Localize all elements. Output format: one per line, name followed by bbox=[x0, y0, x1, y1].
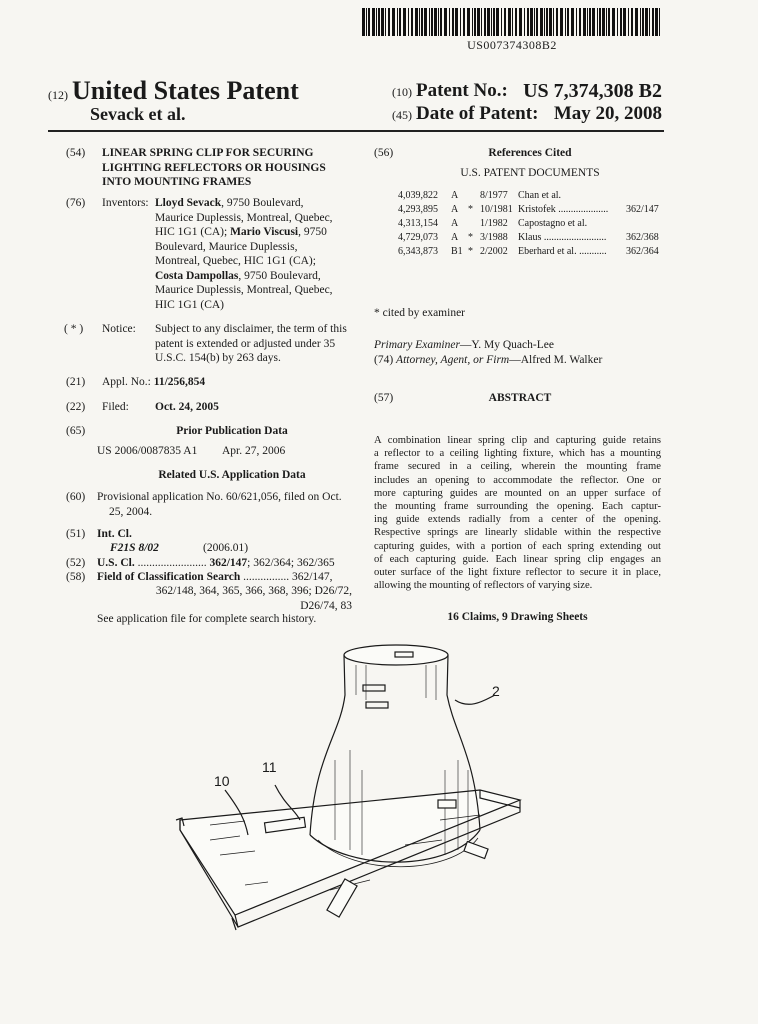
barcode-bar bbox=[399, 8, 401, 36]
reference-cls: 362/147 bbox=[626, 204, 659, 215]
barcode-bar bbox=[544, 8, 545, 36]
barcode-bar bbox=[444, 8, 447, 36]
reference-kind: A bbox=[451, 218, 459, 229]
uscl-row: U.S. Cl. ........................ 362/147; 362/364; 362/365 bbox=[97, 557, 335, 569]
filed-label: Filed: bbox=[102, 401, 129, 413]
attorney-row: (74) Attorney, Agent, or Firm—Alfred M. Walker bbox=[374, 354, 603, 366]
intcl-class: F21S 8/02 bbox=[110, 542, 159, 554]
barcode-bar bbox=[635, 8, 638, 36]
abstract-heading: ABSTRACT bbox=[488, 392, 552, 404]
inventor-line: Boulevard, Maurice Duplessis, bbox=[155, 240, 298, 253]
reference-num: 4,039,822 bbox=[398, 190, 438, 201]
prior-publication: US 2006/0087835 A1 bbox=[97, 445, 198, 457]
barcode-bar bbox=[567, 8, 569, 36]
examiner-row: Primary Examiner—Y. My Quach-Lee bbox=[374, 339, 554, 351]
reference-star: * bbox=[468, 232, 473, 243]
barcode-bar bbox=[388, 8, 390, 36]
barcode-bar bbox=[631, 8, 633, 36]
barcode-bar bbox=[519, 8, 522, 36]
barcode-bar bbox=[530, 8, 533, 36]
barcode-bar bbox=[362, 8, 365, 36]
inventor-line: Costa Dampollas, 9750 Boulevard, bbox=[155, 269, 321, 282]
barcode-bar bbox=[560, 8, 563, 36]
leader-line-2 bbox=[455, 695, 495, 704]
barcode-bar bbox=[392, 8, 395, 36]
reference-name: Kristofek .................... bbox=[518, 204, 609, 215]
barcode-bar bbox=[527, 8, 529, 36]
barcode-bar bbox=[606, 8, 607, 36]
barcode-bar bbox=[381, 8, 384, 36]
reference-row bbox=[376, 218, 676, 232]
barcode-bar bbox=[431, 8, 433, 36]
abstract-line: outer surface of the light fixture reflector to secure it in place, bbox=[374, 567, 661, 579]
barcode-bar bbox=[612, 8, 615, 36]
barcode-bar bbox=[368, 8, 370, 36]
barcode-bar bbox=[491, 8, 492, 36]
uscl-code: (52) bbox=[66, 557, 86, 569]
barcode-bar bbox=[602, 8, 605, 36]
intcl-code: (51) bbox=[66, 528, 86, 540]
barcode-bar bbox=[597, 8, 598, 36]
date-row bbox=[392, 103, 662, 125]
barcode-bar bbox=[565, 8, 566, 36]
barcode-bar bbox=[608, 8, 610, 36]
barcode-bar bbox=[411, 8, 413, 36]
filed-date: Oct. 24, 2005 bbox=[155, 401, 219, 413]
barcode-bar bbox=[496, 8, 499, 36]
barcode-bar bbox=[484, 8, 486, 36]
header-left bbox=[48, 76, 299, 106]
patent-number: US 7,374,308 B2 bbox=[523, 80, 662, 102]
barcode-bar bbox=[553, 8, 554, 36]
barcode-bar bbox=[515, 8, 517, 36]
barcode-bar bbox=[649, 8, 650, 36]
reference-row bbox=[376, 204, 676, 218]
patent-drawing bbox=[150, 640, 630, 960]
code-10: (10) bbox=[392, 85, 412, 99]
title-code: (54) bbox=[66, 147, 86, 159]
inventor-line: Montreal, Quebec, HIC 1G1 (CA); bbox=[155, 255, 316, 267]
barcode-bar bbox=[419, 8, 420, 36]
intcl-year: (2006.01) bbox=[203, 542, 249, 554]
appl-number: 11/256,854 bbox=[153, 376, 206, 388]
barcode-bar bbox=[408, 8, 409, 36]
reference-row bbox=[376, 232, 676, 246]
inventor-short: Sevack et al. bbox=[90, 104, 186, 124]
barcode-bar bbox=[589, 8, 591, 36]
reference-kind: A bbox=[451, 190, 459, 201]
barcode-bar bbox=[620, 8, 622, 36]
barcode-bar bbox=[655, 8, 658, 36]
barcode-bar bbox=[508, 8, 511, 36]
inventors-code: (76) bbox=[66, 197, 86, 209]
barcode-bar bbox=[504, 8, 506, 36]
barcode bbox=[362, 8, 662, 36]
inventors-list bbox=[155, 196, 355, 312]
barcode-bar bbox=[421, 8, 423, 36]
field-row: Field of Classification Search ................ 362/147, bbox=[97, 571, 333, 583]
reference-date: 1/1982 bbox=[480, 218, 508, 229]
reference-num: 6,343,873 bbox=[398, 246, 438, 257]
document-type: United States Patent bbox=[72, 76, 299, 105]
provisional-text: Provisional application No. 60/621,056, filed on Oct. 25, 2004. bbox=[97, 491, 342, 518]
abstract-code: (57) bbox=[374, 392, 394, 404]
barcode-bar bbox=[415, 8, 418, 36]
barcode-bar bbox=[385, 8, 386, 36]
reference-kind: A bbox=[451, 204, 459, 215]
inventor-line: HIC 1G1 (CA) bbox=[155, 298, 224, 311]
barcode-bar bbox=[642, 8, 644, 36]
title-line: INTO MOUNTING FRAMES bbox=[102, 176, 252, 188]
abstract-line: frame secured in a ceiling, wherein the mounting frame bbox=[374, 461, 661, 473]
abstract-line: capturing guides, with a portion of each spring extending out bbox=[374, 540, 661, 552]
barcode-bar bbox=[378, 8, 380, 36]
patent-no-label: Patent No.: bbox=[416, 80, 508, 101]
notice-text: Subject to any disclaimer, the term of this patent is extended or adjusted under 35 U.S.C. 154(b) by 263 days. bbox=[155, 323, 347, 364]
barcode-bar bbox=[463, 8, 465, 36]
inventor-line: Maurice Duplessis, Montreal, Quebec, bbox=[155, 211, 333, 224]
barcode-bar bbox=[440, 8, 442, 36]
barcode-bar bbox=[481, 8, 482, 36]
notice-label: Notice: bbox=[102, 323, 136, 335]
barcode-bar bbox=[640, 8, 641, 36]
prior-code: (65) bbox=[66, 425, 86, 437]
reference-kind: A bbox=[451, 232, 459, 243]
barcode-bar bbox=[576, 8, 577, 36]
barcode-bar bbox=[376, 8, 377, 36]
reference-num: 4,313,154 bbox=[398, 218, 438, 229]
refs-heading: References Cited bbox=[488, 147, 572, 159]
barcode-bar bbox=[652, 8, 654, 36]
abstract-line: includes an opening to accommodate the reflector. One or bbox=[374, 474, 661, 486]
barcode-bar bbox=[397, 8, 398, 36]
barcode-bar bbox=[434, 8, 437, 36]
reference-cls: 362/364 bbox=[626, 246, 659, 257]
barcode-bar bbox=[424, 8, 427, 36]
abstract-line: more capturing guides are mounted on an upper surface of bbox=[374, 487, 661, 499]
ref-label-2: 2 bbox=[492, 683, 500, 699]
barcode-bar bbox=[438, 8, 439, 36]
barcode-bar bbox=[659, 8, 660, 36]
references-list bbox=[376, 190, 676, 260]
barcode-bar bbox=[599, 8, 601, 36]
ref-label-11: 11 bbox=[262, 759, 277, 775]
barcode-bar bbox=[592, 8, 595, 36]
barcode-bar bbox=[366, 8, 367, 36]
barcode-bar bbox=[493, 8, 495, 36]
inventors-label: Inventors: bbox=[102, 197, 149, 209]
field-code: (58) bbox=[66, 571, 86, 583]
mounting-frame bbox=[176, 790, 520, 930]
abstract-line: a reflector to a ceiling lighting fixture, which has a mounting bbox=[374, 448, 661, 460]
title-line: LINEAR SPRING CLIP FOR SECURING bbox=[102, 147, 314, 159]
abstract-line: ing guide extends radially from a center of the opening. bbox=[374, 514, 661, 526]
barcode-bar bbox=[524, 8, 525, 36]
patent-date: May 20, 2008 bbox=[553, 103, 662, 124]
barcode-bar bbox=[467, 8, 470, 36]
barcode-bar bbox=[571, 8, 574, 36]
barcode-bar bbox=[403, 8, 406, 36]
appl-code: (21) bbox=[66, 376, 86, 388]
intcl-label: Int. Cl. bbox=[97, 528, 132, 540]
abstract-text bbox=[374, 434, 661, 592]
barcode-bar bbox=[512, 8, 513, 36]
barcode-bar bbox=[452, 8, 454, 36]
notice-code: ( * ) bbox=[64, 323, 84, 335]
reference-name: Capostagno et al. bbox=[518, 218, 588, 229]
barcode-bar bbox=[556, 8, 558, 36]
ref-label-10: 10 bbox=[214, 773, 230, 789]
header-rule bbox=[48, 130, 664, 132]
barcode-bar bbox=[534, 8, 535, 36]
reference-date: 2/2002 bbox=[480, 246, 508, 257]
reference-date: 3/1988 bbox=[480, 232, 508, 243]
code-12: (12) bbox=[48, 88, 68, 102]
field-continued: 362/148, 364, 365, 366, 368, 396; D26/72, D26/74, 83 bbox=[155, 585, 352, 612]
prov-code: (60) bbox=[66, 491, 86, 503]
barcode-bar bbox=[455, 8, 458, 36]
claims-summary: 16 Claims, 9 Drawing Sheets bbox=[447, 611, 588, 623]
reference-row bbox=[376, 246, 676, 260]
reference-name: Chan et al. bbox=[518, 190, 562, 201]
title-line: LIGHTING REFLECTORS OR HOUSINGS bbox=[102, 161, 326, 174]
barcode-bar bbox=[501, 8, 502, 36]
related-heading: Related U.S. Application Data bbox=[158, 469, 306, 481]
prior-date: Apr. 27, 2006 bbox=[222, 445, 286, 457]
barcode-bar bbox=[460, 8, 461, 36]
barcode-bar bbox=[372, 8, 375, 36]
abstract-line: of each capturing guide. Each linear spring clip engages an bbox=[374, 553, 661, 565]
barcode-bar bbox=[645, 8, 648, 36]
barcode-bar bbox=[623, 8, 626, 36]
abstract-line: A combination linear spring clip and capturing guide retains bbox=[374, 435, 661, 446]
barcode-bar bbox=[472, 8, 473, 36]
barcode-number: US007374308B2 bbox=[467, 38, 557, 52]
barcode-bar bbox=[617, 8, 618, 36]
barcode-bar bbox=[429, 8, 430, 36]
reference-num: 4,293,895 bbox=[398, 204, 438, 215]
abstract-line: allowing the mounting of reflectors of varying size. bbox=[374, 580, 593, 592]
reference-star: * bbox=[468, 246, 473, 257]
barcode-bar bbox=[549, 8, 552, 36]
title bbox=[102, 146, 352, 190]
refs-code: (56) bbox=[374, 147, 394, 159]
appl-row: Appl. No.: 11/256,854 bbox=[102, 376, 206, 388]
see-application: See application file for complete search history. bbox=[97, 613, 317, 625]
inventor-line: Lloyd Sevack, 9750 Boulevard, bbox=[155, 197, 304, 209]
barcode-bar bbox=[449, 8, 450, 36]
reference-date: 8/1977 bbox=[480, 190, 508, 201]
barcode-bar bbox=[477, 8, 480, 36]
barcode-bar bbox=[628, 8, 629, 36]
abstract-line: the mounting frame surrounding the opening. Each captur- bbox=[374, 501, 661, 513]
barcode-bar bbox=[487, 8, 490, 36]
reference-row bbox=[376, 190, 676, 204]
date-label: Date of Patent: bbox=[416, 103, 539, 124]
patent-number-row bbox=[392, 80, 662, 102]
reference-name: Eberhard et al. ........... bbox=[518, 246, 607, 257]
barcode-bar bbox=[579, 8, 581, 36]
filed-code: (22) bbox=[66, 401, 86, 413]
reference-num: 4,729,073 bbox=[398, 232, 438, 243]
abstract-line: Respective springs are linearly slidable within the respective bbox=[374, 527, 661, 539]
inventor-line: Maurice Duplessis, Montreal, Quebec, bbox=[155, 284, 333, 296]
reference-kind: B1 bbox=[451, 246, 463, 257]
barcode-bar bbox=[587, 8, 588, 36]
barcode-bar bbox=[546, 8, 548, 36]
barcode-bar bbox=[474, 8, 476, 36]
refs-subheading: U.S. PATENT DOCUMENTS bbox=[460, 167, 600, 179]
prior-heading: Prior Publication Data bbox=[176, 425, 288, 437]
reference-star: * bbox=[468, 204, 473, 215]
cited-note: * cited by examiner bbox=[374, 307, 466, 319]
inventor-line: HIC 1G1 (CA); Mario Viscusi, 9750 bbox=[155, 226, 327, 238]
barcode-bar bbox=[583, 8, 586, 36]
barcode-bar bbox=[536, 8, 538, 36]
reference-cls: 362/368 bbox=[626, 232, 659, 243]
reference-date: 10/1981 bbox=[480, 204, 513, 215]
barcode-bar bbox=[540, 8, 543, 36]
reference-name: Klaus ......................... bbox=[518, 232, 607, 243]
code-45: (45) bbox=[392, 108, 412, 122]
